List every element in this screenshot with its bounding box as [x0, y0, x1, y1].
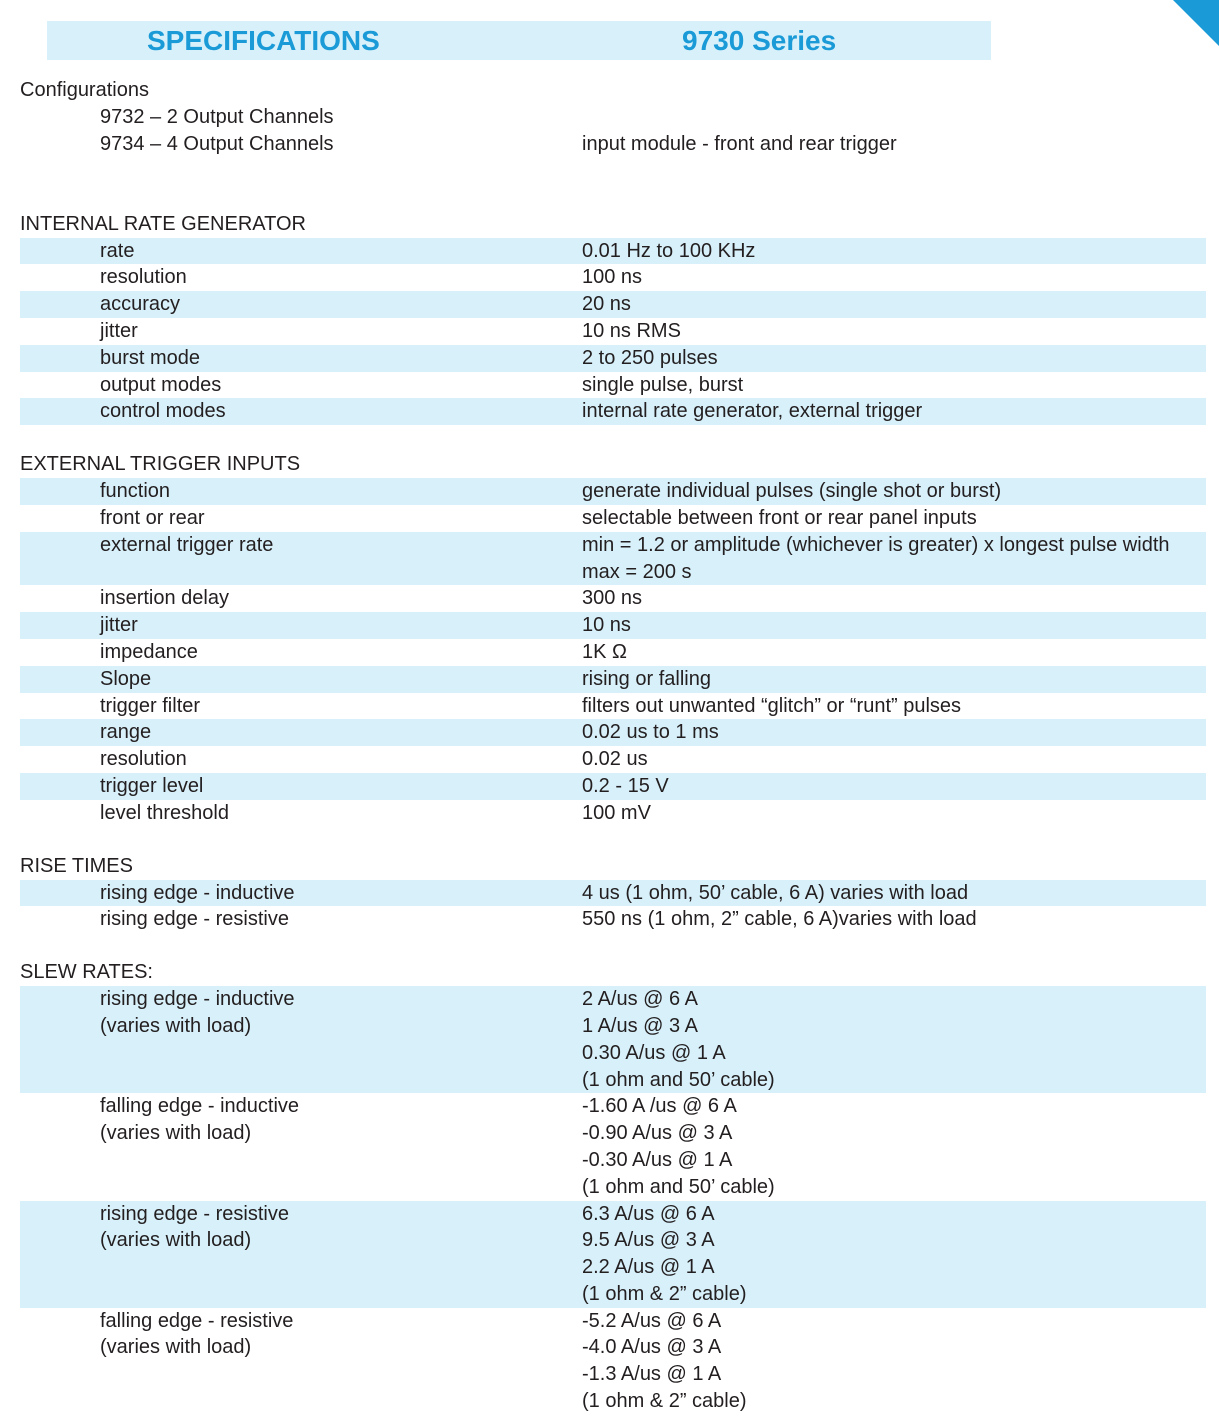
spec-value: 0.02 us	[582, 748, 648, 771]
spec-value: min = 1.2 or amplitude (whichever is greater) x longest pulse width max = 200 s	[582, 533, 1170, 583]
spec-label: resolution	[100, 266, 187, 289]
spec-row	[20, 800, 1206, 827]
spec-value: internal rate generator, external trigger	[582, 400, 923, 423]
spec-label: trigger level	[100, 774, 204, 797]
spec-value: 2 A/us @ 6 A 1 A/us @ 3 A 0.30 A/us @ 1 A (1 ohm and 50’ cable)	[582, 988, 775, 1091]
spec-label: level threshold	[100, 801, 229, 824]
spec-label: falling edge - inductive (varies with load)	[100, 1095, 300, 1145]
spec-label: rate	[100, 239, 135, 262]
spec-value: 100 mV	[582, 801, 651, 824]
spec-row	[20, 746, 1206, 773]
spec-row	[20, 639, 1206, 666]
spec-label: front or rear	[100, 506, 205, 529]
spec-label: accuracy	[100, 293, 181, 316]
spec-row	[20, 131, 1206, 158]
spec-row	[20, 104, 1206, 131]
spec-label: control modes	[100, 400, 226, 423]
spec-label: rising edge - inductive (varies with load)	[100, 988, 295, 1037]
spec-label: range	[100, 721, 152, 744]
section-spacer	[20, 827, 1206, 853]
spec-value: 0.01 Hz to 100 KHz	[582, 239, 756, 262]
spec-value: 1K Ω	[582, 640, 627, 663]
spec-label: rising edge - resistive (varies with load)	[100, 1202, 289, 1252]
spec-section	[20, 451, 1206, 826]
spec-row	[20, 880, 1206, 907]
spec-label: rising edge - inductive	[100, 881, 295, 904]
spec-row	[20, 478, 1206, 505]
spec-value: generate individual pulses (single shot or burst)	[582, 480, 1002, 503]
spec-value: 10 ns RMS	[582, 319, 681, 342]
spec-label: 9734 – 4 Output Channels	[100, 132, 334, 155]
spec-label: burst mode	[100, 346, 201, 369]
section-spacer	[20, 933, 1206, 959]
series-title: 9730 Series	[682, 25, 837, 56]
spec-label: Slope	[100, 667, 152, 690]
page-title: SPECIFICATIONS	[147, 25, 380, 56]
spec-row	[20, 505, 1206, 532]
spec-label: 9732 – 2 Output Channels	[100, 106, 334, 128]
corner-triangle-decoration	[1173, 0, 1219, 46]
spec-row	[20, 264, 1206, 291]
spec-row	[20, 906, 1206, 933]
spec-header-bar	[47, 21, 991, 60]
spec-value: 2 to 250 pulses	[582, 346, 718, 369]
spec-value: single pulse, burst	[582, 373, 744, 396]
spec-row	[20, 612, 1206, 639]
spec-section	[20, 853, 1206, 934]
section-title: INTERNAL RATE GENERATOR	[20, 212, 306, 235]
spec-value: 0.02 us to 1 ms	[582, 721, 719, 744]
spec-row	[20, 345, 1206, 372]
spec-value: -1.60 A /us @ 6 A -0.90 A/us @ 3 A -0.30 A/us @ 1 A (1 ohm and 50’ cable)	[582, 1095, 775, 1198]
spec-label: trigger filter	[100, 694, 201, 717]
spec-section	[20, 77, 1206, 158]
spec-value: 4 us (1 ohm, 50’ cable, 6 A) varies with load	[582, 881, 969, 904]
spec-value: rising or falling	[582, 667, 711, 690]
spec-value	[582, 104, 1206, 131]
spec-label: jitter	[100, 614, 138, 637]
spec-row	[20, 1093, 1206, 1200]
spec-value: selectable between front or rear panel inputs	[582, 506, 977, 529]
spec-section	[20, 211, 1206, 426]
spec-row	[20, 773, 1206, 800]
spec-value: 550 ns (1 ohm, 2” cable, 6 A)varies with load	[582, 908, 977, 931]
spec-label: output modes	[100, 373, 222, 396]
section-title: SLEW RATES:	[20, 961, 153, 984]
spec-label: impedance	[100, 640, 198, 663]
spec-label: jitter	[100, 319, 138, 342]
spec-value: 20 ns	[582, 293, 631, 316]
spec-value: 300 ns	[582, 587, 643, 610]
spec-label: resolution	[100, 748, 187, 771]
section-title: EXTERNAL TRIGGER INPUTS	[20, 453, 301, 476]
spec-row	[20, 318, 1206, 345]
spec-label: external trigger rate	[100, 533, 274, 556]
section-spacer	[20, 158, 1206, 211]
spec-value: 6.3 A/us @ 6 A 9.5 A/us @ 3 A 2.2 A/us @ 1 A (1 ohm & 2” cable)	[582, 1202, 747, 1305]
spec-value: 10 ns	[582, 614, 631, 637]
spec-row	[20, 666, 1206, 693]
spec-row	[20, 719, 1206, 746]
spec-row	[20, 398, 1206, 425]
spec-label: function	[100, 480, 171, 503]
spec-row	[20, 291, 1206, 318]
spec-row	[20, 1201, 1206, 1308]
section-title: RISE TIMES	[20, 854, 133, 877]
spec-row	[20, 238, 1206, 265]
spec-table	[20, 77, 1206, 1415]
spec-row	[20, 986, 1206, 1093]
spec-label: falling edge - resistive (varies with load)	[100, 1309, 294, 1359]
spec-row	[20, 585, 1206, 612]
spec-row	[20, 372, 1206, 399]
spec-label: rising edge - resistive	[100, 908, 289, 931]
section-spacer	[20, 425, 1206, 451]
spec-row	[20, 693, 1206, 720]
spec-value: input module - front and rear trigger	[582, 132, 897, 155]
spec-row	[20, 1308, 1206, 1415]
spec-value: filters out unwanted “glitch” or “runt” pulses	[582, 694, 962, 717]
spec-value: 100 ns	[582, 266, 643, 289]
spec-value: 0.2 - 15 V	[582, 774, 669, 797]
spec-label: insertion delay	[100, 587, 229, 610]
spec-value: -5.2 A/us @ 6 A -4.0 A/us @ 3 A -1.3 A/us @ 1 A (1 ohm & 2” cable)	[582, 1309, 747, 1413]
section-title: Configurations	[20, 79, 149, 101]
spec-row	[20, 532, 1206, 586]
spec-section	[20, 959, 1206, 1415]
